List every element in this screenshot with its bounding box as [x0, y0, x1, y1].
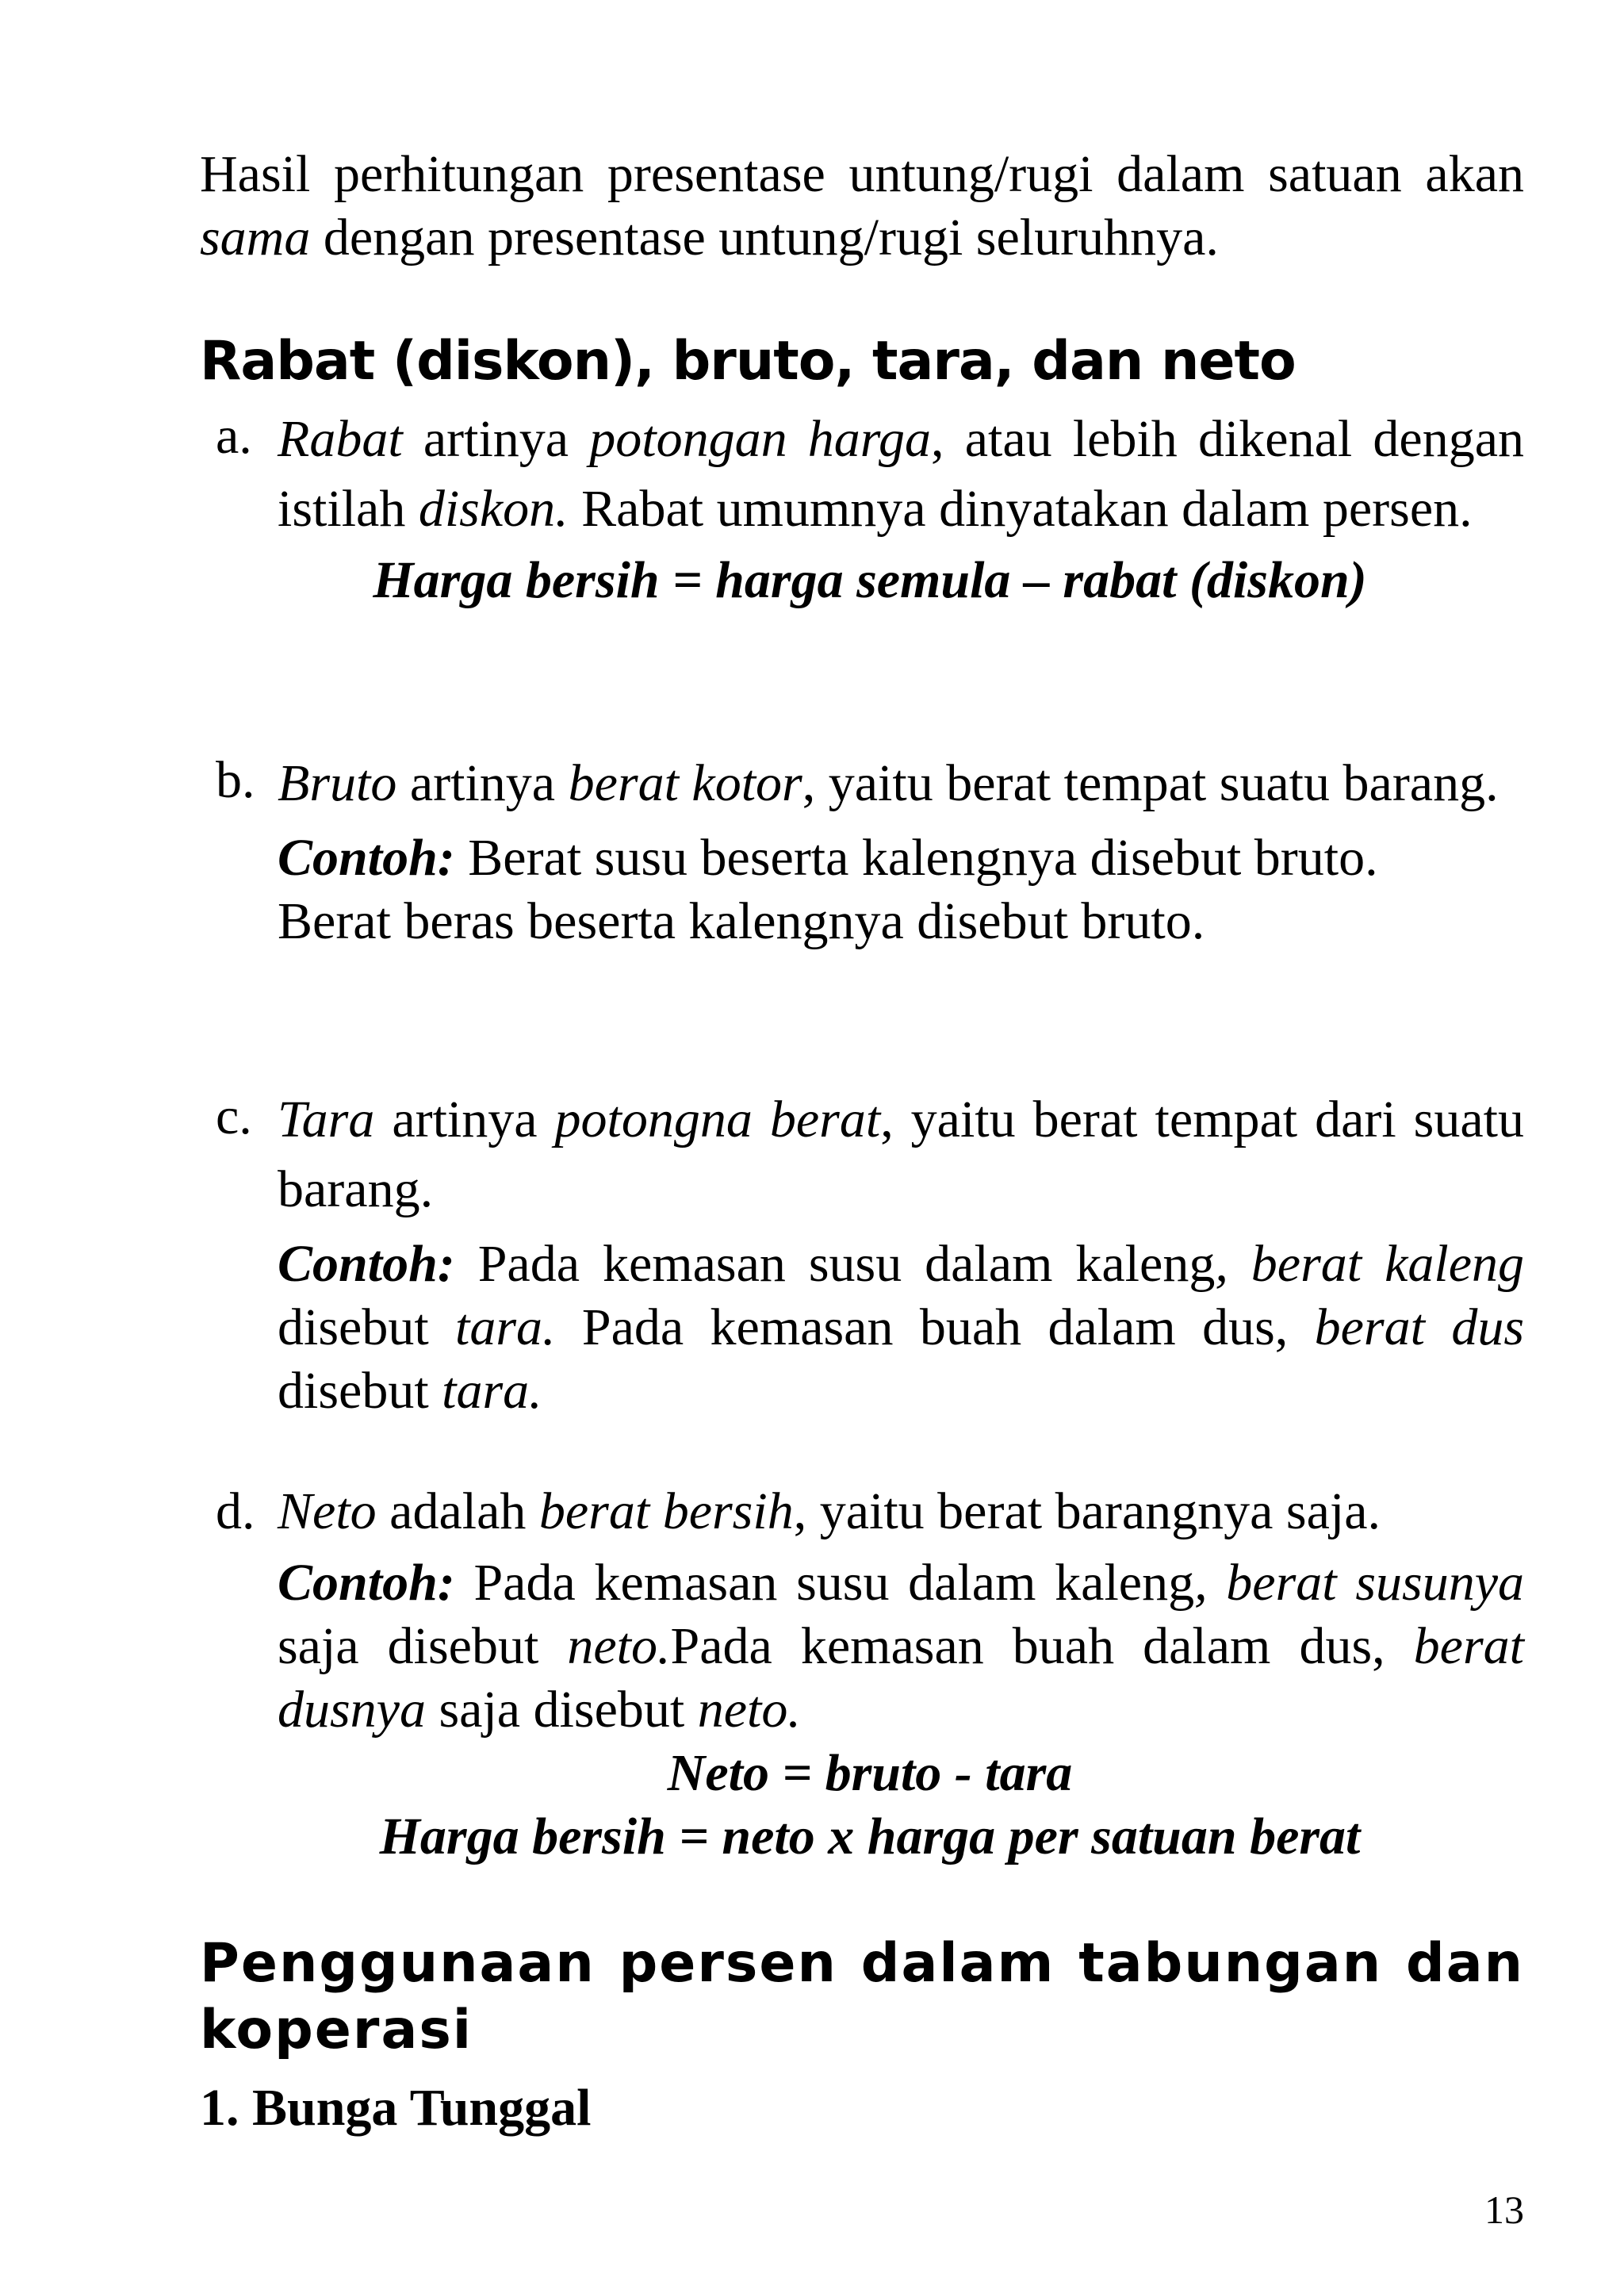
text: , atau lebih dikenal dengan istilah: [278, 410, 1524, 538]
subheading-bunga-tunggal: 1. Bunga Tunggal: [200, 2079, 592, 2137]
emphasis: berat dus: [1314, 1298, 1524, 1356]
text: adalah: [376, 1482, 539, 1540]
text: Pada kemasan susu dalam kaleng: [454, 1235, 1216, 1293]
intro-text-end: dengan presentase untung/rugi seluruhnya.: [310, 209, 1219, 266]
tara-example: [278, 1233, 1524, 1423]
example-label: Contoh:: [278, 829, 455, 887]
text: , yaitu berat barangnya saja.: [793, 1482, 1381, 1540]
formula-neto: Neto = bruto - tara: [667, 1744, 1073, 1802]
text: Berat susu beserta kalengnya disebut bruto.: [454, 829, 1378, 887]
tara-definition: [278, 1085, 1524, 1225]
text: Rabat umumnya dinyatakan dalam persen.: [568, 480, 1473, 538]
text: disebut: [278, 1362, 442, 1420]
text: Pada kemasan susu dalam kaleng: [454, 1554, 1195, 1612]
alt-term: diskon.: [418, 480, 569, 538]
bruto-example: [278, 826, 1524, 890]
rabat-definition: [278, 405, 1524, 544]
emphasis: neto.: [567, 1617, 671, 1675]
formula-harga-bersih-neto: Harga bersih = neto x harga per satuan berat: [379, 1808, 1361, 1865]
text: Pada kemasan buah dalam dus,: [670, 1617, 1414, 1675]
formula-harga-bersih-rabat: Harga bersih = harga semula – rabat (diskon): [373, 551, 1367, 609]
text: saja disebut: [278, 1617, 568, 1675]
list-item-rabat: [216, 405, 1524, 612]
text: saja disebut: [425, 1681, 698, 1739]
definition: berat kotor: [568, 754, 802, 812]
intro-emphasis: sama: [200, 209, 311, 266]
text: Pada kemasan buah dalam dus,: [555, 1298, 1315, 1356]
example-label: Contoh:: [278, 1235, 455, 1293]
text: , yaitu berat tempat dari suatu barang.: [278, 1091, 1524, 1218]
neto-definition: [278, 1480, 1524, 1543]
neto-example: [278, 1551, 1524, 1742]
term: Tara: [278, 1091, 375, 1148]
list-item-neto: [216, 1480, 1524, 1869]
definition: potongan harga: [589, 410, 932, 468]
list-marker: a.: [216, 407, 252, 465]
section-heading-penggunaan: Penggunaan persen dalam tabungan dan koperasi: [200, 1932, 1524, 2061]
intro-text: Hasil perhitungan presentase untung/rugi dalam satuan akan: [200, 145, 1524, 203]
text: , yaitu berat tempat suatu barang.: [802, 754, 1499, 812]
text: artinya: [396, 754, 569, 812]
bruto-definition: [278, 749, 1524, 819]
text: disebut: [278, 1298, 456, 1356]
section-heading-rabat: Rabat (diskon), bruto, tara, dan neto: [200, 330, 1296, 393]
emphasis: neto.: [697, 1681, 801, 1739]
emphasis: berat dusnya: [278, 1617, 1524, 1739]
intro-paragraph: [200, 143, 1524, 270]
term: Bruto: [278, 754, 397, 812]
list-marker: b.: [216, 751, 255, 809]
definition: berat bersih: [538, 1482, 794, 1540]
page-number: 13: [1484, 2187, 1524, 2232]
term: Rabat: [278, 410, 403, 468]
list-item-tara: [216, 1085, 1524, 1423]
list-marker: c.: [216, 1087, 252, 1145]
emphasis: tara.: [442, 1362, 542, 1420]
list-item-bruto: [216, 749, 1524, 953]
text: artinya: [374, 1091, 555, 1148]
emphasis: , berat susunya: [1194, 1554, 1524, 1612]
definition: potongna berat: [554, 1091, 881, 1148]
emphasis: , berat kaleng: [1215, 1235, 1524, 1293]
example-label: Contoh:: [278, 1554, 455, 1612]
term: Neto: [278, 1482, 377, 1540]
list-marker: d.: [216, 1482, 255, 1540]
emphasis: tara.: [455, 1298, 556, 1356]
text: artinya: [402, 410, 590, 468]
bruto-example-2: Berat beras beserta kalengnya disebut bruto.: [278, 892, 1205, 950]
